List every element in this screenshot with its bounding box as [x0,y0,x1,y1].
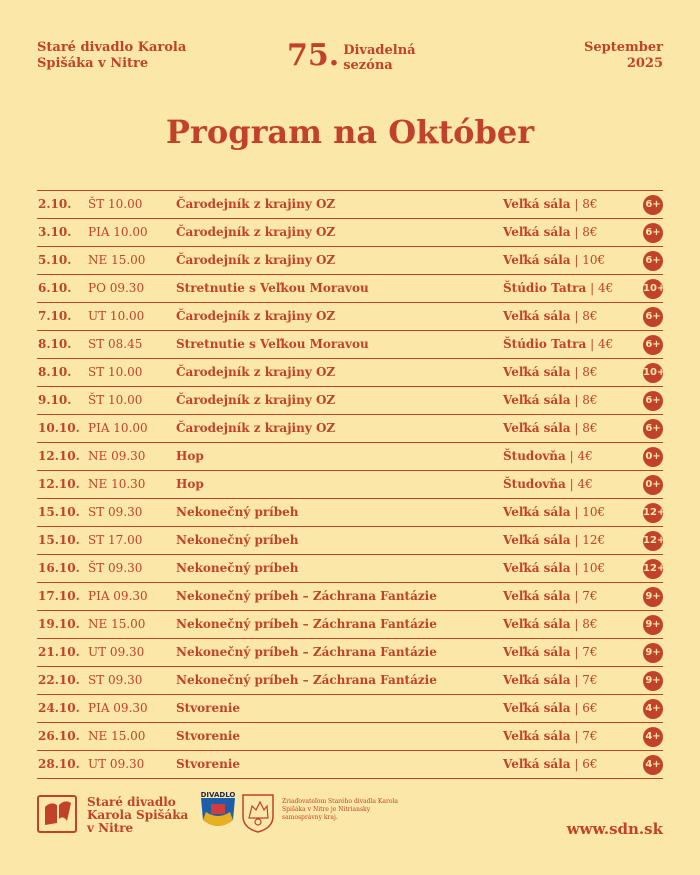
event-price: 8€ [582,309,598,323]
program-row [37,751,663,779]
event-date: 15.10. [38,505,80,519]
event-price: 8€ [582,365,598,379]
event-date: 9.10. [38,393,72,407]
event-time: ST 17.00 [88,533,143,547]
event-venue-price: Veľká sála | 7€ [503,589,598,603]
event-price: 7€ [582,673,598,687]
event-venue: Veľká sála [503,729,571,743]
age-rating-badge: 4+ [643,727,663,747]
event-venue-price: Veľká sála | 10€ [503,505,606,519]
event-venue-price: Veľká sála | 7€ [503,729,598,743]
partner-theatre-logo-icon [197,790,239,832]
season-badge [287,40,433,73]
age-rating-badge: 4+ [643,755,663,775]
theatre-name: Staré divadlo Karola Spišáka v Nitre [37,40,187,71]
event-date: 6.10. [38,281,72,295]
event-time: ST 09.30 [88,673,143,687]
event-venue-price: Veľká sála | 12€ [503,533,606,547]
event-venue: Veľká sála [503,365,571,379]
event-title: Stretnutie s Veľkou Moravou [176,281,369,295]
event-venue: Veľká sála [503,505,571,519]
program-row [37,443,663,471]
program-row [37,387,663,415]
event-venue: Veľká sála [503,393,571,407]
age-rating-badge: 9+ [643,615,663,635]
program-row [37,471,663,499]
event-title: Čarodejník z krajiny OZ [176,253,336,267]
event-title: Čarodejník z krajiny OZ [176,309,336,323]
event-venue: Veľká sála [503,701,571,715]
age-rating-badge: 4+ [643,699,663,719]
event-venue-price: Veľká sála | 8€ [503,365,598,379]
event-title: Nekonečný príbeh [176,561,299,575]
event-venue: Veľká sála [503,561,571,575]
event-venue-price: Veľká sála | 10€ [503,253,606,267]
event-venue: Veľká sála [503,589,571,603]
event-venue-price: Veľká sála | 8€ [503,197,598,211]
event-time: PIA 10.00 [88,225,148,239]
event-date: 2.10. [38,197,72,211]
event-venue-price: Veľká sála | 8€ [503,309,598,323]
event-venue: Veľká sála [503,645,571,659]
program-row [37,583,663,611]
event-date: 22.10. [38,673,80,687]
program-table [37,190,666,779]
event-price: 4€ [577,477,593,491]
event-date: 8.10. [38,365,72,379]
program-row [37,527,666,555]
season-label: Divadelná sezóna [343,43,416,73]
event-title: Čarodejník z krajiny OZ [176,225,336,239]
event-venue-price: Veľká sála | 8€ [503,617,598,631]
page-title: Program na Október [165,113,535,151]
age-rating-badge: 6+ [643,223,663,243]
event-venue: Veľká sála [503,309,571,323]
event-price: 10€ [582,505,606,519]
event-venue-price: Študovňa | 4€ [503,477,593,491]
age-rating-badge: 6+ [643,251,663,271]
event-date: 8.10. [38,337,72,351]
event-venue-price: Veľká sála | 8€ [503,393,598,407]
event-venue-price: Veľká sála | 7€ [503,673,598,687]
event-venue: Štúdio Tatra [503,281,587,295]
age-rating-badge: 6+ [643,307,663,327]
event-title: Nekonečný príbeh [176,533,299,547]
event-price: 6€ [582,701,598,715]
program-row [37,667,663,695]
age-rating-badge: 9+ [643,671,663,691]
event-venue-price: Veľká sála | 8€ [503,421,598,435]
event-time: UT 10.00 [88,309,145,323]
program-row [37,275,666,303]
event-time: UT 09.30 [88,757,145,771]
founder-note: Zriaďovateľom Starého divadla Karola Spišáka v Nitre je Nitriansky samosprávny kraj. [282,798,398,821]
event-price: 4€ [597,281,614,295]
event-date: 26.10. [38,729,80,743]
event-price: 8€ [582,421,598,435]
event-date: 12.10. [38,477,80,491]
event-price: 10€ [582,253,606,267]
program-row [37,359,666,387]
program-row [37,499,666,527]
event-date: 3.10. [38,225,72,239]
event-title: Čarodejník z krajiny OZ [176,393,336,407]
event-time: ST 10.00 [88,365,143,379]
event-venue-price: Veľká sála | 6€ [503,757,598,771]
event-price: 12€ [582,533,606,547]
event-title: Nekonečný príbeh – Záchrana Fantázie [176,645,437,659]
event-title: Čarodejník z krajiny OZ [176,197,336,211]
footer [37,790,663,840]
event-date: 10.10. [38,421,80,435]
age-rating-badge: 12+ [643,503,663,523]
event-price: 8€ [582,197,598,211]
event-venue: Študovňa [503,477,566,491]
event-time: UT 09.30 [88,645,145,659]
program-row [37,723,663,751]
header [37,40,663,100]
event-price: 10€ [582,561,606,575]
event-date: 24.10. [38,701,80,715]
program-row [37,331,663,359]
event-time: ŠT 09.30 [88,561,143,575]
event-title: Stretnutie s Veľkou Moravou [176,337,369,351]
event-date: 16.10. [38,561,80,575]
event-time: NE 15.00 [88,253,146,267]
event-venue: Veľká sála [503,617,571,631]
age-rating-badge: 6+ [643,419,663,439]
event-time: NE 09.30 [88,449,146,463]
event-time: PIA 10.00 [88,421,148,435]
event-venue: Veľká sála [503,533,571,547]
event-venue: Veľká sála [503,225,571,239]
event-time: PIA 09.30 [88,589,148,603]
website-link[interactable]: www.sdn.sk [566,820,663,838]
event-venue-price: Veľká sála | 8€ [503,225,598,239]
program-row [37,303,663,331]
event-time: NE 10.30 [88,477,146,491]
event-price: 7€ [582,729,598,743]
program-row [37,415,663,443]
event-title: Stvorenie [176,701,241,715]
age-rating-badge: 10+ [643,363,663,383]
event-title: Nekonečný príbeh – Záchrana Fantázie [176,589,437,603]
event-time: ST 09.30 [88,505,143,519]
partner-logo-text: DIVADLO [200,791,236,799]
event-title: Hop [176,477,204,491]
event-price: 8€ [582,393,598,407]
event-title: Čarodejník z krajiny OZ [176,421,336,435]
event-venue: Veľká sála [503,197,571,211]
program-row [37,191,663,219]
event-date: 12.10. [38,449,80,463]
age-rating-badge: 6+ [643,195,663,215]
event-title: Hop [176,449,204,463]
event-venue: Veľká sála [503,421,571,435]
age-rating-badge: 9+ [643,643,663,663]
event-time: ŠT 10.00 [88,197,143,211]
event-venue: Študovňa [503,449,566,463]
event-date: 17.10. [38,589,80,603]
event-time: ST 08.45 [88,337,143,351]
event-date: 19.10. [38,617,80,631]
event-date: 15.10. [38,533,80,547]
event-price: 7€ [582,589,598,603]
event-time: PIA 09.30 [88,701,148,715]
region-crest-icon [240,792,276,834]
event-venue: Veľká sála [503,253,571,267]
event-title: Čarodejník z krajiny OZ [176,365,336,379]
program-row [37,611,663,639]
event-venue-price: Študovňa | 4€ [503,449,593,463]
event-time: ŠT 10.00 [88,393,143,407]
event-price: 4€ [597,337,614,351]
event-venue-price: Veľká sála | 6€ [503,701,598,715]
age-rating-badge: 10+ [643,279,663,299]
issue-month: September 2025 [584,40,663,71]
age-rating-badge: 6+ [643,335,663,355]
event-price: 7€ [582,645,598,659]
event-venue-price: Štúdio Tatra | 4€ [503,337,614,351]
age-rating-badge: 0+ [643,447,663,467]
event-title: Stvorenie [176,729,241,743]
event-venue-price: Veľká sála | 7€ [503,645,598,659]
age-rating-badge: 12+ [643,559,663,579]
event-price: 6€ [582,757,598,771]
event-price: 8€ [582,225,598,239]
age-rating-badge: 12+ [643,531,663,551]
event-date: 28.10. [38,757,80,771]
event-time: PO 09.30 [88,281,145,295]
event-date: 7.10. [38,309,72,323]
program-row [37,695,663,723]
event-date: 5.10. [38,253,72,267]
event-time: NE 15.00 [88,617,146,631]
event-price: 4€ [577,449,593,463]
program-row [37,219,663,247]
event-title: Stvorenie [176,757,241,771]
age-rating-badge: 9+ [643,587,663,607]
program-row [37,555,666,583]
event-title: Nekonečný príbeh – Záchrana Fantázie [176,673,437,687]
age-rating-badge: 0+ [643,475,663,495]
footer-logo-text: Staré divadlo Karola Spišáka v Nitre [87,795,189,835]
event-venue-price: Štúdio Tatra | 4€ [503,281,614,295]
event-price: 8€ [582,617,598,631]
event-time: NE 15.00 [88,729,146,743]
event-title: Nekonečný príbeh – Záchrana Fantázie [176,617,437,631]
event-venue: Štúdio Tatra [503,337,587,351]
event-venue-price: Veľká sála | 10€ [503,561,606,575]
theatre-logo-icon [37,795,77,833]
event-venue: Veľká sála [503,757,571,771]
event-title: Nekonečný príbeh [176,505,299,519]
program-row [37,247,663,275]
event-date: 21.10. [38,645,80,659]
age-rating-badge: 6+ [643,391,663,411]
program-row [37,639,663,667]
event-venue: Veľká sála [503,673,571,687]
season-number: 75. [287,38,340,73]
